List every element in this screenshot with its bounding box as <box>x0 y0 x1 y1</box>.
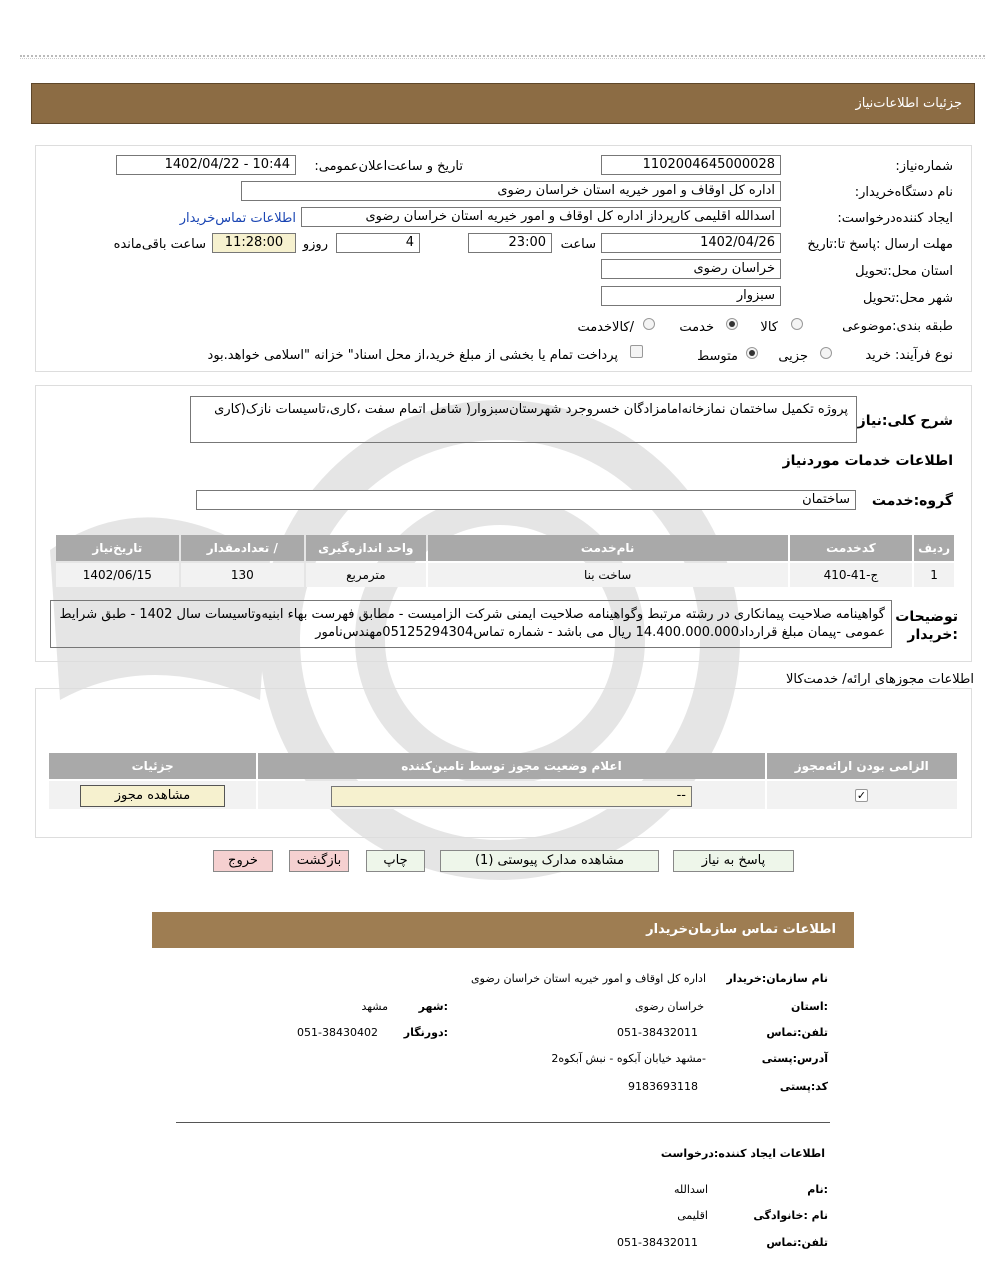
category-both-label: /کالاخدمت <box>577 320 634 335</box>
province-label: استان محل:تحویل <box>855 264 953 279</box>
contact-province-value: خراسان رضوی <box>634 1000 704 1013</box>
col-unit: واحد اندازه‌گیری <box>306 535 426 561</box>
contact-org-label: نام سازمان:خریدار <box>726 972 828 985</box>
contact-postal-value: 9183693118 <box>628 1080 698 1093</box>
deadline-time-field: 23:00 <box>468 233 552 253</box>
process-minor-label: جزیی <box>778 349 808 364</box>
col-status: اعلام وضعیت مجوز توسط تامین‌کننده <box>258 753 764 779</box>
remaining-label: ساعت باقی‌مانده <box>113 237 206 252</box>
col-name: نام‌خدمت <box>428 535 788 561</box>
process-medium-radio[interactable] <box>746 347 758 359</box>
view-permit-button[interactable]: مشاهده مجوز <box>80 785 225 807</box>
category-both-radio[interactable] <box>643 318 655 330</box>
creator-family-value: اقلیمی <box>677 1209 708 1222</box>
city-label: شهر محل:تحویل <box>863 291 953 306</box>
remaining-time-field: 11:28:00 <box>212 233 296 253</box>
contact-province-label: :استان <box>791 1000 828 1013</box>
contact-address-value: -مشهد خیابان آبکوه - نبش آبکوه2 <box>551 1052 706 1065</box>
province-field: خراسان رضوی <box>601 259 781 279</box>
cell-code: ج-41-410 <box>790 563 912 587</box>
page-header <box>31 83 975 124</box>
payment-checkbox[interactable] <box>630 345 643 358</box>
deadline-date-field: 1402/04/26 <box>601 233 781 253</box>
process-buy-label: خرید <box>865 348 891 363</box>
category-service-label: خدمت <box>679 320 714 335</box>
creator-phone-label: تلفن:تماس <box>766 1236 828 1249</box>
summary-label: شرح کلی:نیاز <box>857 413 953 429</box>
process-minor-radio[interactable] <box>820 347 832 359</box>
view-docs-button[interactable]: مشاهده مدارک پیوستی (1) <box>440 850 659 872</box>
process-label: نوع فرآیند: <box>895 348 953 363</box>
creator-title: اطلاعات ایجاد کننده:درخواست <box>660 1147 825 1160</box>
col-row: ردیف <box>914 535 954 561</box>
buyer-org-label: نام دستگاه‌خریدار: <box>854 185 953 200</box>
top-divider <box>20 55 985 57</box>
permits-title: اطلاعات مجوزهای ارائه/ خدمت‌کالا <box>785 672 974 687</box>
creator-name-label: :نام <box>807 1183 828 1196</box>
col-code: کدخدمت <box>790 535 912 561</box>
info-panel <box>35 145 972 372</box>
cell-row: 1 <box>914 563 954 587</box>
contact-phone-label: تلفن:تماس <box>766 1026 828 1039</box>
table-row <box>56 563 954 587</box>
category-label: طبقه بندی:موضوعی <box>842 319 953 334</box>
buyer-org-field: اداره کل اوقاف و امور خیریه استان خراسان رضوی <box>241 181 781 201</box>
need-number-field: 1102004645000028 <box>601 155 781 175</box>
days-field: 4 <box>336 233 420 253</box>
page-title: جزئیات اطلاعات‌نیاز <box>855 96 962 111</box>
contact-phone-value: 051-38432011 <box>617 1026 698 1039</box>
buyer-notes-label: توضیحات :خریدار <box>895 609 958 643</box>
contact-address-label: آدرس:پستی <box>761 1052 828 1065</box>
city-field: سبزوار <box>601 286 781 306</box>
contact-header <box>152 912 854 948</box>
col-details: جزئیات <box>49 753 256 779</box>
summary-box: پروژه تکمیل ساختمان نمازخانه‌امامزادگان خسروجرد شهرستان‌سبزوار( شامل اتمام سفت ،کاری،تاسیسات نازک(کاری <box>190 396 857 443</box>
exit-button[interactable]: خروج <box>213 850 273 872</box>
services-table-header <box>56 535 954 561</box>
contact-title: اطلاعات تماس سازمان‌خریدار <box>646 922 836 937</box>
buyer-notes-box: گواهینامه صلاحیت پیمانکاری در رشته مرتبط وگواهینامه صلاحیت ایمنی شرکت الزامیست - مطابق فهرست بهاء ابنیه‌وتاسیسات سال 1402 - طبق شرایط عمومی -پیمان مبلغ قرارداد14.400.000.000 ریال می باشد - شماره تماس05125294304مهندس‌نامور <box>50 600 892 648</box>
creator-label: ایجاد کننده‌درخواست: <box>837 211 953 226</box>
buyer-contact-link[interactable]: اطلاعات تماس‌خریدار <box>179 211 296 226</box>
contact-postal-label: کد:پستی <box>779 1080 828 1093</box>
contact-divider <box>176 1122 830 1123</box>
contact-fax-label: :دورنگار <box>403 1026 448 1039</box>
group-field: ساختمان <box>196 490 856 510</box>
contact-city-value: مشهد <box>361 1000 388 1013</box>
services-table <box>54 533 956 589</box>
announce-field: 1402/04/22 - 10:44 <box>116 155 296 175</box>
group-label: گروه:خدمت <box>871 493 953 509</box>
cell-name: ساخت بنا <box>428 563 788 587</box>
creator-field: اسدالله اقلیمی کارپرداز اداره کل اوقاف و امور خیریه استان خراسان رضوی <box>301 207 781 227</box>
deadline-label: مهلت ارسال :پاسخ تا:تاریخ <box>807 237 953 252</box>
category-service-radio[interactable] <box>726 318 738 330</box>
process-medium-label: متوسط <box>697 349 738 364</box>
cell-qty: 130 <box>181 563 304 587</box>
category-goods-radio[interactable] <box>791 318 803 330</box>
cell-unit: مترمربع <box>306 563 426 587</box>
creator-family-label: نام :خانوادگی <box>753 1209 828 1222</box>
permit-status-field[interactable]: -- <box>331 786 692 807</box>
col-qty: / تعدادمقدار <box>181 535 304 561</box>
need-number-label: شماره‌نیاز: <box>895 159 953 174</box>
announce-label: تاریخ و ساعت‌اعلان‌عمومی: <box>314 159 463 174</box>
print-button[interactable]: چاپ <box>366 850 425 872</box>
cell-date: 1402/06/15 <box>56 563 179 587</box>
contact-fax-value: 051-38430402 <box>297 1026 378 1039</box>
col-date: تاریخ‌نیاز <box>56 535 179 561</box>
creator-phone-value: 051-38432011 <box>617 1236 698 1249</box>
contact-city-label: :شهر <box>418 1000 448 1013</box>
col-mandatory: الزامی بودن ارائه‌مجوز <box>767 753 957 779</box>
back-button[interactable]: بازگشت <box>289 850 349 872</box>
deadline-time-label: ساعت <box>560 237 596 252</box>
category-goods-label: کالا <box>760 320 778 335</box>
reply-button[interactable]: پاسخ به نیاز <box>673 850 794 872</box>
creator-name-value: اسدالله <box>674 1183 708 1196</box>
contact-org-value: اداره کل اوقاف و امور خیریه استان خراسان رضوی <box>471 972 706 985</box>
payment-note: پرداخت تمام یا بخشی از مبلغ خرید،از محل اسناد" خزانه "اسلامی خواهد.بود <box>207 348 618 363</box>
permits-table-header <box>49 753 957 779</box>
days-label: روزو <box>302 237 328 252</box>
top-divider-2 <box>20 58 985 59</box>
services-title: اطلاعات خدمات موردنیاز <box>782 453 953 469</box>
mandatory-checkbox[interactable]: ✓ <box>856 789 867 802</box>
